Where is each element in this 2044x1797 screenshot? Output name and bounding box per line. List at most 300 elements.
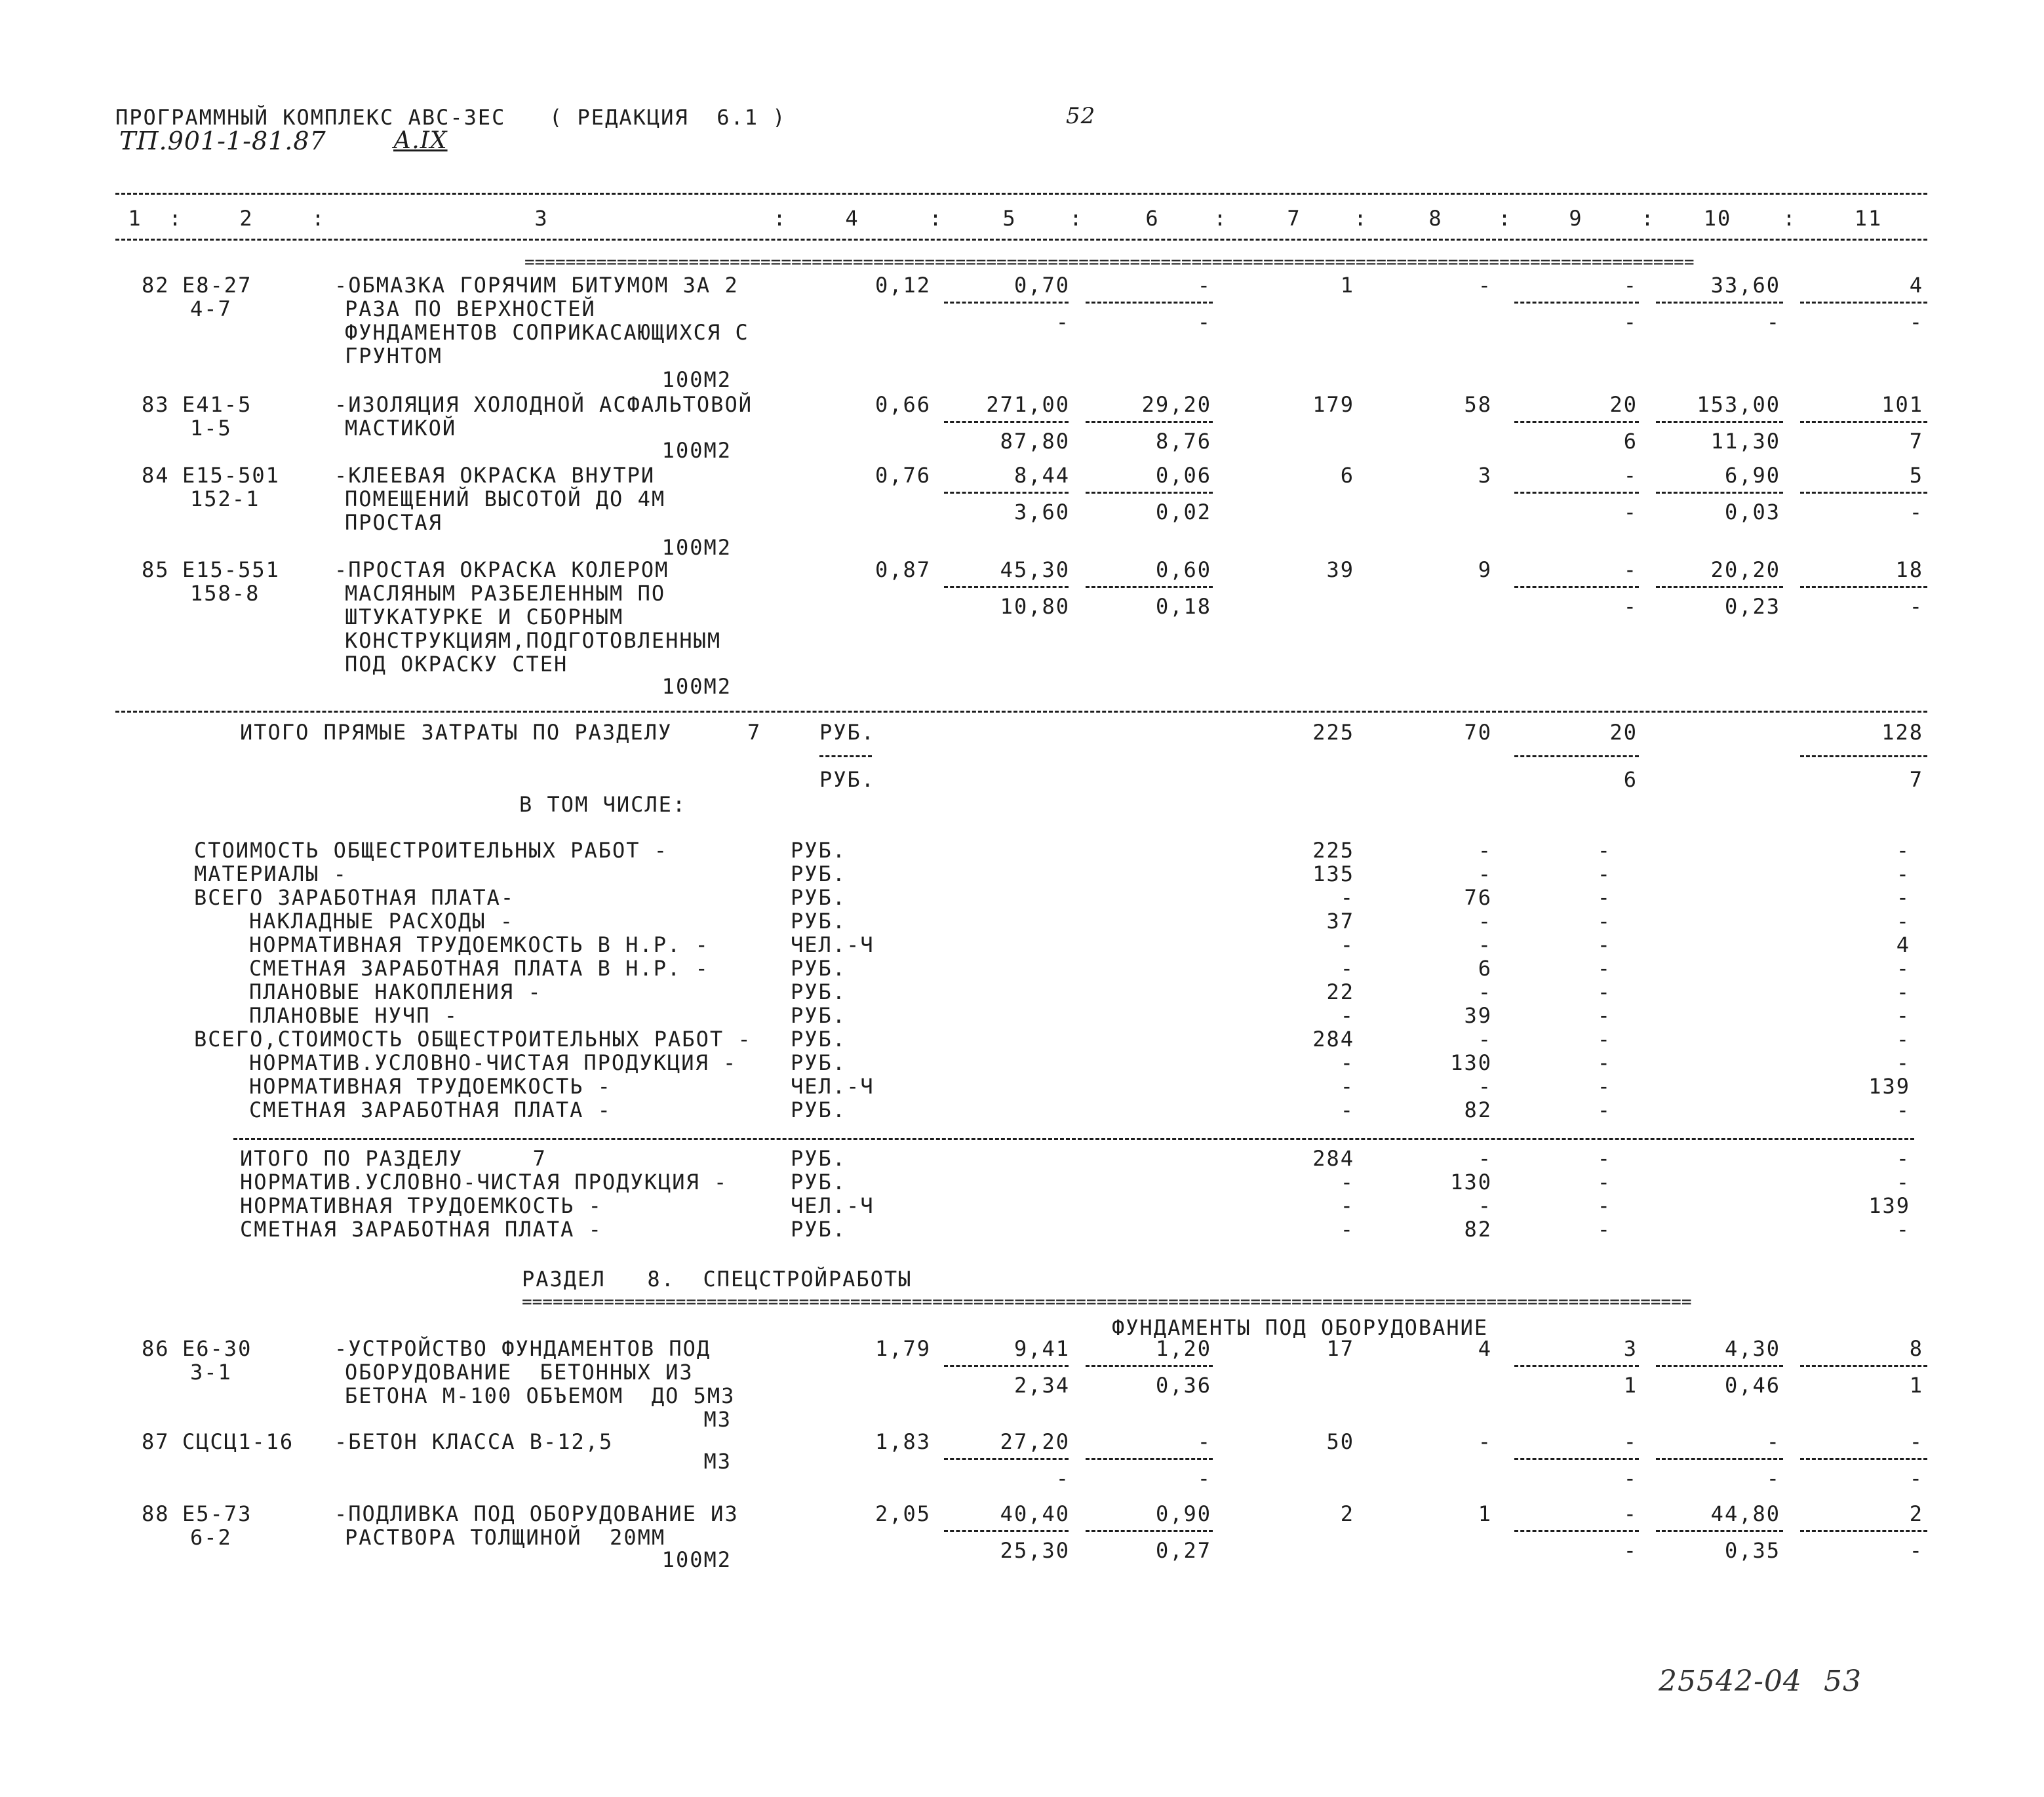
- summary-c8: 82: [1464, 1217, 1492, 1242]
- rate-code-ref: 1-5: [190, 416, 232, 441]
- breakdown-label: СТОИМОСТЬ ОБЩЕСТРОИТЕЛЬНЫХ РАБОТ -: [194, 838, 669, 863]
- cell-c6: 0,60: [1155, 557, 1211, 582]
- cell-rule: [1656, 302, 1783, 304]
- cell-sub-c9: -: [1623, 1466, 1638, 1491]
- cell-c8: 58: [1464, 392, 1492, 417]
- cell-sub-c11: 1: [1909, 1373, 1923, 1398]
- breakdown-c8: 6: [1478, 956, 1492, 981]
- cell-c5: 271,00: [986, 392, 1070, 417]
- breakdown-c8: -: [1478, 861, 1492, 886]
- cell-rule: [1800, 1458, 1927, 1460]
- breakdown-label: ПЛАНОВЫЕ НУЧП -: [249, 1003, 458, 1028]
- cell-c11: 101: [1881, 392, 1923, 417]
- sheet-number: 53: [1824, 1665, 1862, 1698]
- breakdown-c9: -: [1597, 838, 1611, 863]
- breakdown-c11: -: [1896, 1003, 1910, 1028]
- column-number: 2: [239, 206, 254, 231]
- summary-c11: -: [1896, 1217, 1910, 1242]
- cell-sub-c11: -: [1909, 1538, 1923, 1563]
- breakdown-c9: -: [1597, 1097, 1611, 1122]
- total-rule: [115, 711, 1927, 713]
- row-number: 86: [142, 1336, 170, 1361]
- cell-sub-c10: 0,46: [1724, 1373, 1780, 1398]
- summary-label: СМЕТНАЯ ЗАРАБОТНАЯ ПЛАТА -: [240, 1217, 602, 1242]
- breakdown-c11: 4: [1896, 932, 1910, 957]
- unit-of-measure: 100М2: [661, 1547, 732, 1572]
- unit-of-measure: 100М2: [661, 367, 732, 392]
- breakdown-c7: -: [1340, 1097, 1354, 1122]
- cell-c4: 1,83: [875, 1429, 931, 1454]
- cell-c9: 20: [1609, 392, 1638, 417]
- breakdown-c7: -: [1340, 1003, 1354, 1028]
- column-header-rule: [115, 239, 1927, 241]
- summary-c9: -: [1597, 1170, 1611, 1195]
- program-edition: ( РЕДАКЦИЯ 6.1 ): [549, 105, 787, 130]
- cell-rule: [1656, 1458, 1783, 1460]
- breakdown-c9: -: [1597, 1074, 1611, 1099]
- unit-of-measure: М3: [703, 1407, 732, 1432]
- breakdown-c8: -: [1478, 1027, 1492, 1052]
- cell-c5: 40,40: [1000, 1501, 1070, 1526]
- breakdown-c11: -: [1896, 956, 1910, 981]
- cell-c6: -: [1197, 1429, 1211, 1454]
- breakdown-c8: 76: [1464, 885, 1492, 910]
- work-description: ШТУКАТУРКЕ И СБОРНЫМ: [345, 604, 624, 629]
- cell-c11: 18: [1895, 557, 1923, 582]
- breakdown-c11: -: [1896, 1027, 1910, 1052]
- work-description: ПОМЕЩЕНИЙ ВЫСОТОЙ ДО 4М: [345, 486, 666, 511]
- cell-rule: [1514, 1365, 1639, 1367]
- cell-sub-c6: 8,76: [1155, 429, 1211, 454]
- total-sub-rule: [1800, 755, 1927, 757]
- breakdown-c11: -: [1896, 885, 1910, 910]
- breakdown-c9: -: [1597, 1050, 1611, 1075]
- summary-c9: -: [1597, 1146, 1611, 1171]
- work-description: -ПРОСТАЯ ОКРАСКА КОЛЕРОМ: [334, 557, 669, 582]
- cell-rule: [1656, 492, 1783, 494]
- summary-c7: 284: [1312, 1146, 1354, 1171]
- cell-sub-c5: 3,60: [1013, 500, 1070, 524]
- cell-c6: 29,20: [1141, 392, 1211, 417]
- work-description: ГРУНТОМ: [345, 344, 442, 368]
- section-subtitle: ФУНДАМЕНТЫ ПОД ОБОРУДОВАНИЕ: [1112, 1315, 1489, 1340]
- cell-rule: [1656, 586, 1783, 588]
- breakdown-c7: -: [1340, 932, 1354, 957]
- summary-rule: [233, 1138, 1914, 1140]
- cell-c5: 8,44: [1013, 463, 1070, 488]
- cell-sub-c10: -: [1766, 1466, 1780, 1491]
- work-description: ПОД ОКРАСКУ СТЕН: [345, 652, 568, 677]
- column-separator: :: [1498, 206, 1512, 231]
- total-c9: 20: [1609, 720, 1638, 745]
- column-separator: :: [311, 206, 326, 231]
- breakdown-c9: -: [1597, 979, 1611, 1004]
- breakdown-c11: -: [1896, 838, 1910, 863]
- rate-code: Е8-27: [182, 273, 252, 298]
- section-heading: РАЗДЕЛ 8. СПЕЦСТРОЙРАБОТЫ: [522, 1267, 913, 1292]
- cell-sub-c5: 87,80: [1000, 429, 1070, 454]
- total-sub-c9: 6: [1623, 767, 1638, 792]
- row-number: 87: [142, 1429, 170, 1454]
- breakdown-label: ПЛАНОВЫЕ НАКОПЛЕНИЯ -: [249, 979, 542, 1004]
- cell-rule: [1800, 492, 1927, 494]
- work-description: -УСТРОЙСТВО ФУНДАМЕНТОВ ПОД: [334, 1336, 711, 1361]
- work-description: ФУНДАМЕНТОВ СОПРИКАСАЮЩИХСЯ С: [345, 320, 749, 345]
- cell-rule: [944, 492, 1069, 494]
- cell-rule: [1800, 586, 1927, 588]
- cell-c11: 5: [1909, 463, 1923, 488]
- cell-rule: [944, 1530, 1069, 1532]
- cell-c4: 1,79: [875, 1336, 931, 1361]
- cell-c10: 44,80: [1710, 1501, 1780, 1526]
- cell-c10: 33,60: [1710, 273, 1780, 298]
- cell-sub-c10: 11,30: [1710, 429, 1780, 454]
- cell-c8: 1: [1478, 1501, 1492, 1526]
- summary-c11: -: [1896, 1170, 1910, 1195]
- summary-c9: -: [1597, 1217, 1611, 1242]
- unit-of-measure: 100М2: [661, 438, 732, 463]
- column-number: 8: [1428, 206, 1443, 231]
- breakdown-c9: -: [1597, 861, 1611, 886]
- cell-rule: [1800, 1365, 1927, 1367]
- summary-c7: -: [1340, 1170, 1354, 1195]
- cell-c5: 45,30: [1000, 557, 1070, 582]
- cell-sub-c9: -: [1623, 500, 1638, 524]
- work-description: КОНСТРУКЦИЯМ,ПОДГОТОВЛЕННЫМ: [345, 628, 722, 653]
- cell-sub-c5: 25,30: [1000, 1538, 1070, 1563]
- unit-of-measure: 100М2: [661, 674, 732, 699]
- breakdown-c7: 284: [1312, 1027, 1354, 1052]
- cell-sub-c11: -: [1909, 309, 1923, 334]
- cell-rule: [1086, 1530, 1213, 1532]
- summary-unit: РУБ.: [791, 1146, 847, 1171]
- program-title: ПРОГРАММНЫЙ КОМПЛЕКС АВС-3ЕС: [115, 105, 506, 130]
- summary-c11: -: [1896, 1146, 1910, 1171]
- cell-c8: -: [1478, 1429, 1492, 1454]
- breakdown-c9: -: [1597, 885, 1611, 910]
- breakdown-unit: РУБ.: [791, 909, 847, 934]
- cell-rule: [1800, 421, 1927, 423]
- breakdown-unit: РУБ.: [791, 861, 847, 886]
- cell-rule: [1800, 1530, 1927, 1532]
- cell-rule: [1086, 586, 1213, 588]
- work-description: -КЛЕЕВАЯ ОКРАСКА ВНУТРИ: [334, 463, 656, 488]
- work-description: -БЕТОН КЛАССА В-12,5: [334, 1429, 614, 1454]
- breakdown-c8: -: [1478, 909, 1492, 934]
- cell-sub-c6: -: [1197, 309, 1211, 334]
- summary-c7: -: [1340, 1193, 1354, 1218]
- breakdown-c9: -: [1597, 909, 1611, 934]
- archive-stamp: 25542-04: [1659, 1665, 1802, 1698]
- total-sub-rule: [1514, 755, 1639, 757]
- including-label: В ТОМ ЧИСЛЕ:: [519, 792, 687, 817]
- summary-unit: РУБ.: [791, 1217, 847, 1242]
- cell-rule: [1086, 1458, 1213, 1460]
- column-separator: :: [1354, 206, 1368, 231]
- breakdown-unit: РУБ.: [791, 885, 847, 910]
- cell-sub-c10: 0,23: [1724, 594, 1780, 619]
- cell-c8: 4: [1478, 1336, 1492, 1361]
- breakdown-c7: 37: [1326, 909, 1354, 934]
- work-description: -ИЗОЛЯЦИЯ ХОЛОДНОЙ АСФАЛЬТОВОЙ: [334, 392, 753, 417]
- cell-rule: [944, 1365, 1069, 1367]
- cell-c10: 6,90: [1724, 463, 1780, 488]
- cell-rule: [1086, 421, 1213, 423]
- work-description: ОБОРУДОВАНИЕ БЕТОННЫХ ИЗ: [345, 1360, 694, 1385]
- total-sub-c11: 7: [1909, 767, 1923, 792]
- breakdown-c8: 82: [1464, 1097, 1492, 1122]
- summary-c8: -: [1478, 1193, 1492, 1218]
- cell-c10: 4,30: [1724, 1336, 1780, 1361]
- breakdown-unit: ЧЕЛ.-Ч: [791, 932, 875, 957]
- total-section-number: 7: [747, 720, 762, 745]
- cell-rule: [1086, 1365, 1213, 1367]
- breakdown-c8: -: [1478, 1074, 1492, 1099]
- work-description: РАСТВОРА ТОЛЩИНОЙ 20ММ: [345, 1525, 666, 1550]
- cell-c7: 2: [1340, 1501, 1354, 1526]
- work-description: РАЗА ПО ВЕРХНОСТЕЙ: [345, 296, 596, 321]
- breakdown-unit: ЧЕЛ.-Ч: [791, 1074, 875, 1099]
- column-separator: :: [773, 206, 787, 231]
- breakdown-label: НОРМАТИВНАЯ ТРУДОЕМКОСТЬ -: [249, 1074, 612, 1099]
- summary-c7: -: [1340, 1217, 1354, 1242]
- row-number: 88: [142, 1501, 170, 1526]
- breakdown-c11: -: [1896, 979, 1910, 1004]
- cell-c8: 9: [1478, 557, 1492, 582]
- breakdown-label: ВСЕГО ЗАРАБОТНАЯ ПЛАТА-: [194, 885, 515, 910]
- breakdown-unit: РУБ.: [791, 979, 847, 1004]
- cell-c7: 1: [1340, 273, 1354, 298]
- cell-sub-c11: 7: [1909, 429, 1923, 454]
- cell-c7: 39: [1326, 557, 1354, 582]
- double-rule: ==================================================================================================================: [522, 1292, 1692, 1312]
- total-unit-sub: РУБ.: [819, 767, 876, 792]
- breakdown-c9: -: [1597, 932, 1611, 957]
- cell-rule: [1514, 1458, 1639, 1460]
- row-number: 85: [142, 557, 170, 582]
- summary-label: ИТОГО ПО РАЗДЕЛУ 7: [240, 1146, 547, 1171]
- cell-c8: 3: [1478, 463, 1492, 488]
- breakdown-label: ВСЕГО,СТОИМОСТЬ ОБЩЕСТРОИТЕЛЬНЫХ РАБОТ -: [194, 1027, 752, 1052]
- cell-c11: 8: [1909, 1336, 1923, 1361]
- cell-c7: 6: [1340, 463, 1354, 488]
- rate-code: Е5-73: [182, 1501, 252, 1526]
- cell-c11: -: [1909, 1429, 1923, 1454]
- cell-sub-c5: -: [1055, 309, 1070, 334]
- breakdown-c11: 139: [1868, 1074, 1910, 1099]
- cell-c4: 2,05: [875, 1501, 931, 1526]
- cell-rule: [944, 586, 1069, 588]
- breakdown-label: НАКЛАДНЫЕ РАСХОДЫ -: [249, 909, 515, 934]
- cell-c4: 0,76: [875, 463, 931, 488]
- cell-rule: [1086, 302, 1213, 304]
- breakdown-unit: РУБ.: [791, 1097, 847, 1122]
- unit-of-measure: 100М2: [661, 535, 732, 560]
- summary-unit: ЧЕЛ.-Ч: [791, 1193, 875, 1218]
- breakdown-c11: -: [1896, 861, 1910, 886]
- column-separator: :: [1782, 206, 1797, 231]
- cell-sub-c6: 0,36: [1155, 1373, 1211, 1398]
- cell-sub-c5: -: [1055, 1466, 1070, 1491]
- cell-sub-c10: -: [1766, 309, 1780, 334]
- page-number: 52: [1066, 103, 1096, 129]
- cell-c9: -: [1623, 273, 1638, 298]
- cell-sub-c11: -: [1909, 594, 1923, 619]
- cell-rule: [944, 1458, 1069, 1460]
- total-c11: 128: [1881, 720, 1923, 745]
- column-number: 1: [128, 206, 142, 231]
- breakdown-c7: 22: [1326, 979, 1354, 1004]
- breakdown-c8: 39: [1464, 1003, 1492, 1028]
- table-top-rule: [115, 193, 1927, 195]
- rate-code-ref: 152-1: [190, 486, 260, 511]
- summary-c9: -: [1597, 1193, 1611, 1218]
- document-code: ТП.901-1-81.87: [119, 127, 326, 155]
- column-number: 7: [1287, 206, 1301, 231]
- breakdown-c8: 130: [1450, 1050, 1492, 1075]
- breakdown-c8: -: [1478, 932, 1492, 957]
- total-unit: РУБ.: [819, 720, 876, 745]
- column-separator: :: [1069, 206, 1084, 231]
- cell-sub-c11: -: [1909, 1466, 1923, 1491]
- breakdown-c8: -: [1478, 838, 1492, 863]
- rate-code: Е15-501: [182, 463, 280, 488]
- cell-sub-c5: 10,80: [1000, 594, 1070, 619]
- work-description: БЕТОНА М-100 ОБЪЕМОМ ДО 5М3: [345, 1383, 736, 1408]
- cell-c5: 27,20: [1000, 1429, 1070, 1454]
- cell-c7: 179: [1312, 392, 1354, 417]
- cell-sub-c10: 0,03: [1724, 500, 1780, 524]
- breakdown-unit: РУБ.: [791, 1003, 847, 1028]
- unit-of-measure: М3: [703, 1449, 732, 1474]
- cell-c10: -: [1766, 1429, 1780, 1454]
- cell-rule: [1656, 421, 1783, 423]
- row-number: 83: [142, 392, 170, 417]
- cell-c7: 50: [1326, 1429, 1354, 1454]
- breakdown-label: МАТЕРИАЛЫ -: [194, 861, 347, 886]
- rate-code: Е6-30: [182, 1336, 252, 1361]
- cell-sub-c10: 0,35: [1724, 1538, 1780, 1563]
- breakdown-c9: -: [1597, 1027, 1611, 1052]
- breakdown-c7: -: [1340, 1074, 1354, 1099]
- total-c7: 225: [1312, 720, 1354, 745]
- cell-rule: [1514, 492, 1639, 494]
- cell-c5: 9,41: [1013, 1336, 1070, 1361]
- column-separator: :: [168, 206, 183, 231]
- cell-c5: 0,70: [1013, 273, 1070, 298]
- breakdown-c7: 225: [1312, 838, 1354, 863]
- summary-c8: 130: [1450, 1170, 1492, 1195]
- breakdown-unit: РУБ.: [791, 838, 847, 863]
- breakdown-label: НОРМАТИВНАЯ ТРУДОЕМКОСТЬ В Н.Р. -: [249, 932, 709, 957]
- work-description: МАСТИКОЙ: [345, 416, 457, 441]
- cell-rule: [1656, 1365, 1783, 1367]
- total-c8: 70: [1464, 720, 1492, 745]
- cell-rule: [1514, 421, 1639, 423]
- breakdown-c9: -: [1597, 1003, 1611, 1028]
- work-description: -ПОДЛИВКА ПОД ОБОРУДОВАНИЕ ИЗ: [334, 1501, 739, 1526]
- column-number: 9: [1569, 206, 1583, 231]
- summary-unit: РУБ.: [791, 1170, 847, 1195]
- cell-c4: 0,12: [875, 273, 931, 298]
- column-separator: :: [1641, 206, 1655, 231]
- work-description: -ОБМАЗКА ГОРЯЧИМ БИТУМОМ ЗА 2: [334, 273, 739, 298]
- cell-sub-c5: 2,34: [1013, 1373, 1070, 1398]
- cell-sub-c6: 0,18: [1155, 594, 1211, 619]
- breakdown-c7: -: [1340, 956, 1354, 981]
- breakdown-label: СМЕТНАЯ ЗАРАБОТНАЯ ПЛАТА В Н.Р. -: [249, 956, 709, 981]
- breakdown-c7: 135: [1312, 861, 1354, 886]
- cell-c6: 0,90: [1155, 1501, 1211, 1526]
- summary-label: НОРМАТИВ.УСЛОВНО-ЧИСТАЯ ПРОДУКЦИЯ -: [240, 1170, 728, 1195]
- album-number: А.IX: [393, 127, 448, 154]
- summary-c11: 139: [1868, 1193, 1910, 1218]
- cell-c9: -: [1623, 1501, 1638, 1526]
- breakdown-unit: РУБ.: [791, 1027, 847, 1052]
- breakdown-c11: -: [1896, 909, 1910, 934]
- column-number: 6: [1145, 206, 1160, 231]
- rate-code: Е15-551: [182, 557, 280, 582]
- cell-c6: 0,06: [1155, 463, 1211, 488]
- breakdown-c7: -: [1340, 885, 1354, 910]
- breakdown-unit: РУБ.: [791, 956, 847, 981]
- cell-c9: -: [1623, 557, 1638, 582]
- summary-label: НОРМАТИВНАЯ ТРУДОЕМКОСТЬ -: [240, 1193, 602, 1218]
- cell-sub-c9: 6: [1623, 429, 1638, 454]
- column-number: 11: [1854, 206, 1883, 231]
- cell-c9: -: [1623, 1429, 1638, 1454]
- cell-c7: 17: [1326, 1336, 1354, 1361]
- cell-c11: 4: [1909, 273, 1923, 298]
- breakdown-unit: РУБ.: [791, 1050, 847, 1075]
- row-number: 82: [142, 273, 170, 298]
- summary-c8: -: [1478, 1146, 1492, 1171]
- breakdown-label: СМЕТНАЯ ЗАРАБОТНАЯ ПЛАТА -: [249, 1097, 612, 1122]
- rate-code-ref: 3-1: [190, 1360, 232, 1385]
- cell-sub-c6: 0,02: [1155, 500, 1211, 524]
- rate-code: Е41-5: [182, 392, 252, 417]
- cell-sub-c9: -: [1623, 309, 1638, 334]
- column-separator: :: [929, 206, 943, 231]
- cell-sub-c6: 0,27: [1155, 1538, 1211, 1563]
- cell-c9: 3: [1623, 1336, 1638, 1361]
- breakdown-c9: -: [1597, 956, 1611, 981]
- breakdown-c11: -: [1896, 1097, 1910, 1122]
- cell-sub-c6: -: [1197, 1466, 1211, 1491]
- cell-c4: 0,66: [875, 392, 931, 417]
- rate-code-ref: 158-8: [190, 581, 260, 606]
- total-sub-rule: [819, 755, 872, 757]
- rate-code: СЦСЦ1-16: [182, 1429, 294, 1454]
- cell-rule: [1086, 492, 1213, 494]
- cell-rule: [944, 302, 1069, 304]
- double-rule: ==================================================================================================================: [524, 252, 1695, 272]
- cell-sub-c9: -: [1623, 1538, 1638, 1563]
- cell-c10: 20,20: [1710, 557, 1780, 582]
- column-number: 3: [534, 206, 549, 231]
- cell-rule: [1656, 1530, 1783, 1532]
- cell-rule: [1514, 1530, 1639, 1532]
- cell-c9: -: [1623, 463, 1638, 488]
- total-label: ИТОГО ПРЯМЫЕ ЗАТРАТЫ ПО РАЗДЕЛУ: [240, 720, 673, 745]
- column-number: 5: [1002, 206, 1017, 231]
- cell-sub-c9: -: [1623, 594, 1638, 619]
- cell-rule: [1800, 302, 1927, 304]
- cell-c10: 153,00: [1697, 392, 1780, 417]
- column-number: 4: [845, 206, 859, 231]
- cell-c4: 0,87: [875, 557, 931, 582]
- work-description: МАСЛЯНЫМ РАЗБЕЛЕННЫМ ПО: [345, 581, 666, 606]
